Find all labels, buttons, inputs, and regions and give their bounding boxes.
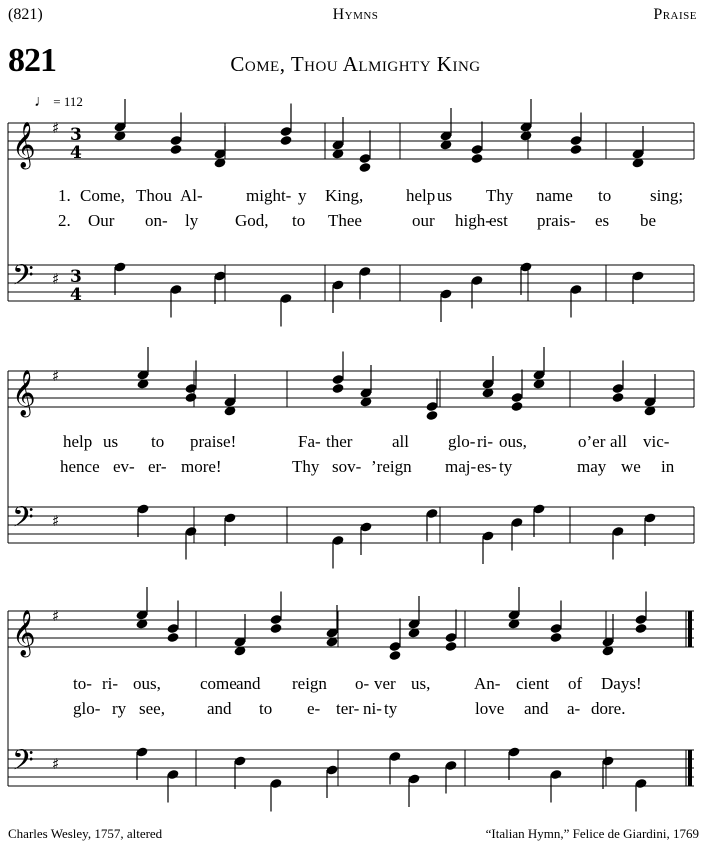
lyric-syllable: ther	[326, 432, 353, 451]
sharp-icon: ♯	[52, 755, 60, 773]
lyric-syllable: and	[207, 699, 232, 718]
lyric-syllable: Thee	[328, 211, 362, 230]
lyric-syllable: and	[236, 674, 261, 693]
treble-notehead	[166, 632, 179, 643]
lyric-syllable: ly	[185, 211, 199, 230]
music-credit: “Italian Hymn,” Felice de Giardini, 1769	[485, 826, 699, 841]
time-signature-top: 3	[70, 267, 82, 287]
lyric-syllable: o-	[355, 674, 370, 693]
lyric-syllable: King,	[325, 186, 364, 205]
lyric-syllable: ’reign	[371, 457, 412, 476]
bass-clef-icon: 𝄢	[12, 744, 34, 784]
lyric-syllable: to	[598, 186, 612, 205]
treble-notehead	[569, 144, 582, 155]
lyric-syllable: help	[406, 186, 436, 205]
lyric-syllable: praise!	[190, 432, 237, 451]
lyric-syllable: sing;	[650, 186, 684, 205]
lyric-syllable: 2.	[58, 211, 71, 230]
lyric-syllable: 1.	[58, 186, 71, 205]
lyric-syllable: might-	[246, 186, 292, 205]
tempo-value: = 112	[53, 94, 83, 109]
treble-notehead	[388, 650, 401, 661]
lyric-syllable: ev-	[113, 457, 135, 476]
lyric-syllable: to	[259, 699, 273, 718]
lyric-syllable: all	[610, 432, 627, 451]
lyric-syllable: ous,	[133, 674, 161, 693]
section-heading: Hymns	[332, 6, 379, 23]
treble-notehead	[425, 410, 438, 421]
lyric-syllable: dore.	[591, 699, 626, 718]
lyric-syllable: come	[200, 674, 237, 693]
lyric-syllable: glo-	[448, 432, 476, 451]
lyric-syllable: Come,	[80, 186, 125, 205]
lyric-syllable: maj-	[445, 457, 477, 476]
lyric-syllable: God,	[235, 211, 269, 230]
lyric-syllable: Fa-	[298, 432, 321, 451]
lyric-syllable: ri-	[477, 432, 494, 451]
lyric-syllable: ous,	[499, 432, 527, 451]
lyric-syllable: be	[640, 211, 657, 230]
lyric-syllable: in	[661, 457, 675, 476]
lyric-syllable: vic-	[643, 432, 670, 451]
lyric-syllable: ri-	[102, 674, 119, 693]
lyric-syllable: ty	[499, 457, 513, 476]
lyric-syllable: to	[151, 432, 165, 451]
quarter-note-icon: ♩	[34, 93, 50, 110]
treble-notehead	[358, 162, 371, 173]
lyric-syllable: ni-	[363, 699, 382, 718]
hymn-title: Come, Thou Almighty King	[230, 52, 481, 76]
treble-notehead	[169, 144, 182, 155]
treble-clef-icon: 𝄞	[12, 370, 36, 416]
lyric-syllable: name	[536, 186, 573, 205]
lyric-syllable: on-	[145, 211, 168, 230]
sharp-icon: ♯	[52, 270, 60, 288]
lyric-syllable: sov-	[332, 457, 362, 476]
lyric-syllable: Al-	[180, 186, 203, 205]
treble-clef-icon: 𝄞	[12, 122, 36, 168]
lyric-syllable: y	[298, 186, 307, 205]
lyric-syllable: glo-	[73, 699, 101, 718]
lyric-syllable: see,	[139, 699, 165, 718]
lyric-syllable: cient	[516, 674, 550, 693]
treble-notehead	[634, 623, 647, 634]
lyric-syllable: es-	[477, 457, 497, 476]
time-signature-top: 3	[70, 125, 82, 145]
lyric-syllable: e-	[307, 699, 321, 718]
lyric-syllable: more!	[181, 457, 222, 476]
treble-notehead	[470, 153, 483, 164]
sharp-icon: ♯	[52, 607, 60, 625]
lyric-syllable: Days!	[601, 674, 642, 693]
lyric-syllable: our	[412, 211, 435, 230]
lyric-syllable: high-	[455, 211, 491, 230]
lyric-syllable: An-	[474, 674, 501, 693]
lyric-syllable: a-	[567, 699, 581, 718]
lyric-syllable: of	[568, 674, 583, 693]
lyric-syllable: es	[595, 211, 610, 230]
lyric-syllable: ry	[112, 699, 127, 718]
time-signature-bottom: 4	[70, 143, 82, 163]
lyric-syllable: Thou	[136, 186, 172, 205]
lyric-syllable: ver	[374, 674, 396, 693]
treble-notehead	[611, 392, 624, 403]
bass-clef-icon: 𝄢	[12, 501, 34, 541]
treble-notehead	[510, 401, 523, 412]
lyric-syllable: us,	[411, 674, 431, 693]
lyric-syllable: o’er	[578, 432, 606, 451]
lyric-syllable: all	[392, 432, 409, 451]
lyric-syllable: reign	[292, 674, 327, 693]
treble-notehead	[549, 632, 562, 643]
hymn-number: 821	[8, 42, 56, 79]
lyric-syllable: ter-	[336, 699, 360, 718]
treble-notehead	[184, 392, 197, 403]
treble-notehead	[279, 135, 292, 146]
lyric-syllable: us	[103, 432, 119, 451]
treble-notehead	[444, 641, 457, 652]
lyric-syllable: help	[63, 432, 93, 451]
lyric-syllable: Thy	[486, 186, 514, 205]
lyric-syllable: Our	[88, 211, 115, 230]
words-credit: Charles Wesley, 1757, altered	[8, 826, 163, 841]
lyric-syllable: prais-	[537, 211, 576, 230]
lyric-syllable: may	[577, 457, 607, 476]
lyric-syllable: er-	[148, 457, 167, 476]
lyric-syllable: love	[475, 699, 505, 718]
final-barline	[688, 750, 692, 786]
lyric-syllable: est	[489, 211, 508, 230]
lyric-syllable: we	[621, 457, 641, 476]
lyric-syllable: Thy	[292, 457, 320, 476]
lyric-syllable: hence	[60, 457, 100, 476]
sharp-icon: ♯	[52, 119, 60, 137]
lyric-syllable: us	[437, 186, 453, 205]
time-signature-bottom: 4	[70, 285, 82, 305]
lyric-syllable: ty	[384, 699, 398, 718]
treble-notehead	[269, 623, 282, 634]
lyric-syllable: to-	[73, 674, 92, 693]
sharp-icon: ♯	[52, 512, 60, 530]
hymn-number-reference: (821)	[8, 6, 43, 23]
final-barline	[688, 611, 692, 647]
bass-clef-icon: 𝄢	[12, 259, 34, 299]
lyric-syllable: and	[524, 699, 549, 718]
sharp-icon: ♯	[52, 367, 60, 385]
category-heading: Praise	[653, 6, 697, 23]
lyric-syllable: to	[292, 211, 306, 230]
treble-clef-icon: 𝄞	[12, 610, 36, 656]
treble-notehead	[331, 383, 344, 394]
